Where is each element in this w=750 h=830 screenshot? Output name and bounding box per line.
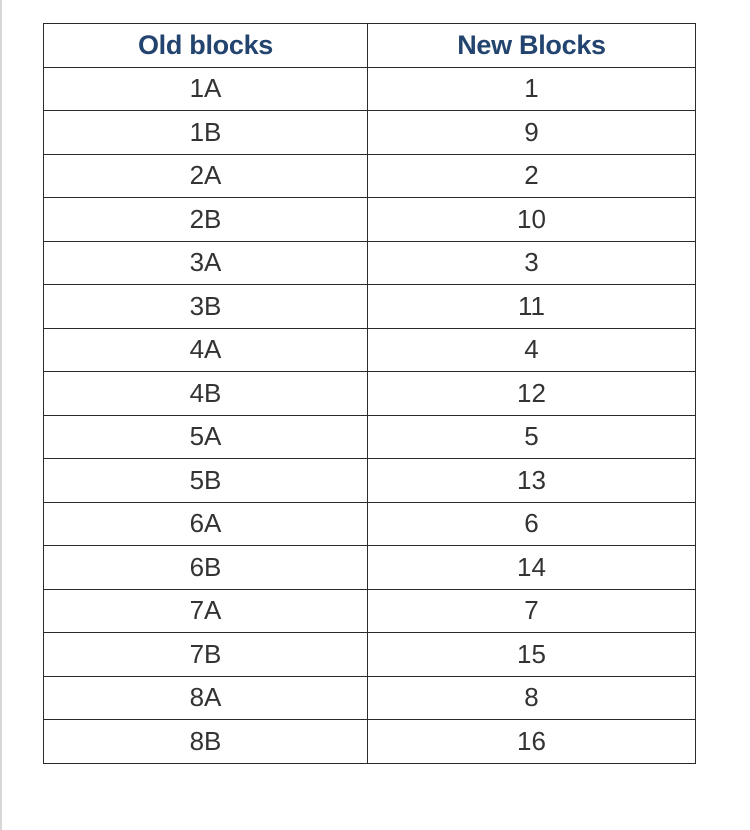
new-block-cell: 12: [368, 372, 696, 416]
table-row: [44, 154, 696, 198]
new-block-cell: 16: [368, 720, 696, 764]
table-header-row: [44, 24, 696, 68]
old-block-cell: 2A: [44, 154, 368, 198]
table-row: [44, 198, 696, 242]
header-old-blocks: Old blocks: [44, 24, 368, 68]
new-block-cell: 2: [368, 154, 696, 198]
table-row: [44, 502, 696, 546]
table-row: [44, 546, 696, 590]
table-row: [44, 67, 696, 111]
page-edge-divider: [0, 0, 2, 830]
new-block-cell: 8: [368, 676, 696, 720]
header-new-blocks: New Blocks: [368, 24, 696, 68]
table-row: [44, 720, 696, 764]
old-block-cell: 7A: [44, 589, 368, 633]
old-block-cell: 5A: [44, 415, 368, 459]
new-block-cell: 14: [368, 546, 696, 590]
old-block-cell: 3A: [44, 241, 368, 285]
new-block-cell: 3: [368, 241, 696, 285]
block-mapping-table: [43, 23, 696, 764]
table-row: [44, 589, 696, 633]
new-block-cell: 6: [368, 502, 696, 546]
new-block-cell: 9: [368, 111, 696, 155]
table-row: [44, 459, 696, 503]
old-block-cell: 5B: [44, 459, 368, 503]
old-block-cell: 4A: [44, 328, 368, 372]
table-row: [44, 676, 696, 720]
old-block-cell: 8A: [44, 676, 368, 720]
new-block-cell: 5: [368, 415, 696, 459]
table-row: [44, 285, 696, 329]
new-block-cell: 4: [368, 328, 696, 372]
old-block-cell: 3B: [44, 285, 368, 329]
table-row: [44, 372, 696, 416]
old-block-cell: 1A: [44, 67, 368, 111]
table-row: [44, 328, 696, 372]
new-block-cell: 10: [368, 198, 696, 242]
table-row: [44, 241, 696, 285]
table-row: [44, 415, 696, 459]
old-block-cell: 4B: [44, 372, 368, 416]
new-block-cell: 7: [368, 589, 696, 633]
new-block-cell: 15: [368, 633, 696, 677]
old-block-cell: 8B: [44, 720, 368, 764]
table-row: [44, 111, 696, 155]
table-row: [44, 633, 696, 677]
new-block-cell: 13: [368, 459, 696, 503]
old-block-cell: 2B: [44, 198, 368, 242]
old-block-cell: 6B: [44, 546, 368, 590]
new-block-cell: 1: [368, 67, 696, 111]
old-block-cell: 1B: [44, 111, 368, 155]
new-block-cell: 11: [368, 285, 696, 329]
old-block-cell: 7B: [44, 633, 368, 677]
old-block-cell: 6A: [44, 502, 368, 546]
